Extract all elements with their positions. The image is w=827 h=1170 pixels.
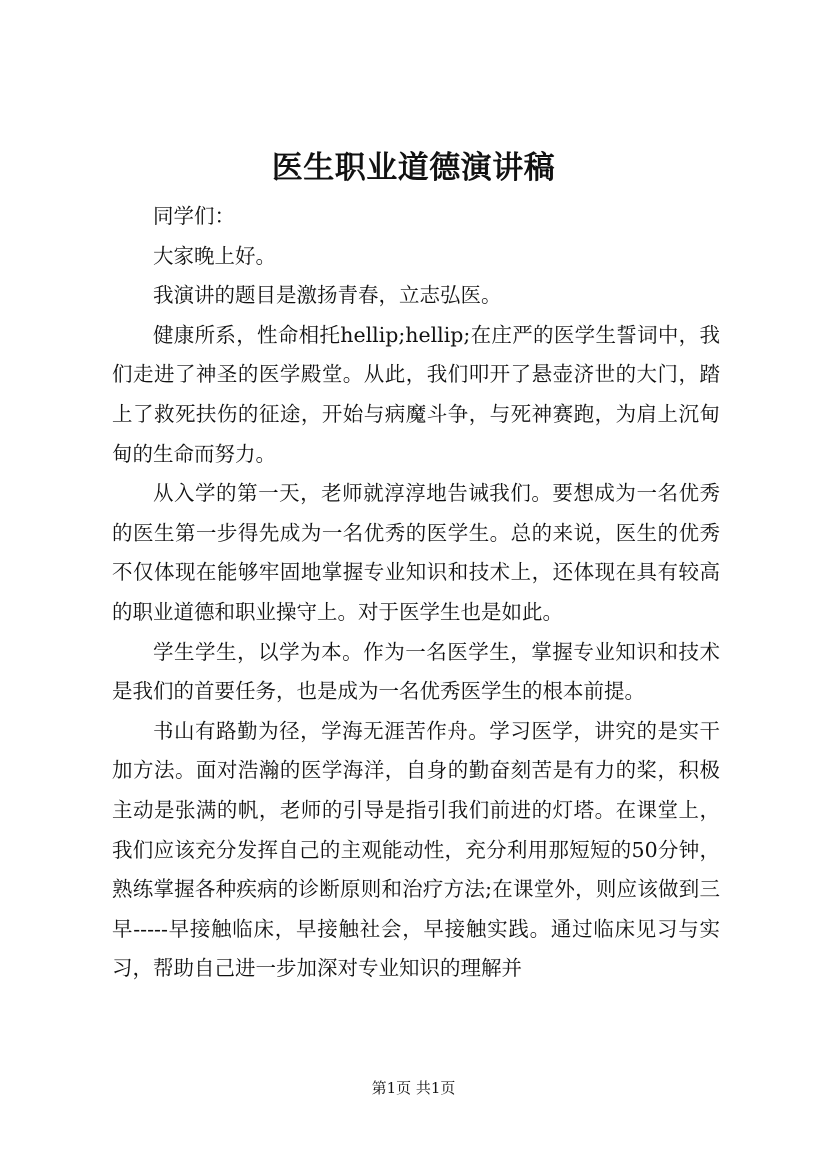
paragraph-body: 从入学的第一天，老师就淳淳地告诫我们。要想成为一名优秀的医生第一步得先成为一名优秀的医学生。总的来说，医生的优秀不仅体现在能够牢固地掌握专业知识和技术上，还体现在具有较高的职业道德和职业操守上。对于医学生也是如此。 — [112, 481, 720, 624]
page-footer: 第1页 共1页 — [371, 1079, 456, 1097]
document-body — [112, 197, 720, 989]
document-title: 医生职业道德演讲稿 — [271, 150, 556, 186]
paragraph-body: 书山有路勤为径，学海无涯苦作舟。学习医学，讲究的是实干加方法。面对浩瀚的医学海洋，自身的勤奋刻苦是有力的桨，积极主动是张满的帆，老师的引导是指引我们前进的灯塔。在课堂上，我们应该充分发挥自己的主观能动性，充分利用那短短的50分钟，熟练掌握各种疾病的诊断原则和治疗方法;在课堂外，则应该做到三早-----早接触临床，早接触社会，早接触实践。通过临床见习与实习，帮助自己进一步加深对专业知识的理解并 — [112, 718, 720, 981]
paragraph-body: 健康所系，性命相托hellip;hellip;在庄严的医学生誓词中，我们走进了神圣的医学殿堂。从此，我们叩开了悬壶济世的大门，踏上了救死扶伤的征途，开始与病魔斗争，与死神赛跑，为肩上沉甸甸的生命而努力。 — [112, 322, 720, 466]
paragraph-topic: 我演讲的题目是激扬青春，立志弘医。 — [153, 283, 502, 308]
paragraph-body: 学生学生，以学为本。作为一名医学生，掌握专业知识和技术是我们的首要任务，也是成为一名优秀医学生的根本前提。 — [112, 639, 720, 704]
paragraph-salutation: 大家晚上好。 — [153, 243, 276, 268]
paragraph-greeting: 同学们： — [153, 204, 235, 228]
